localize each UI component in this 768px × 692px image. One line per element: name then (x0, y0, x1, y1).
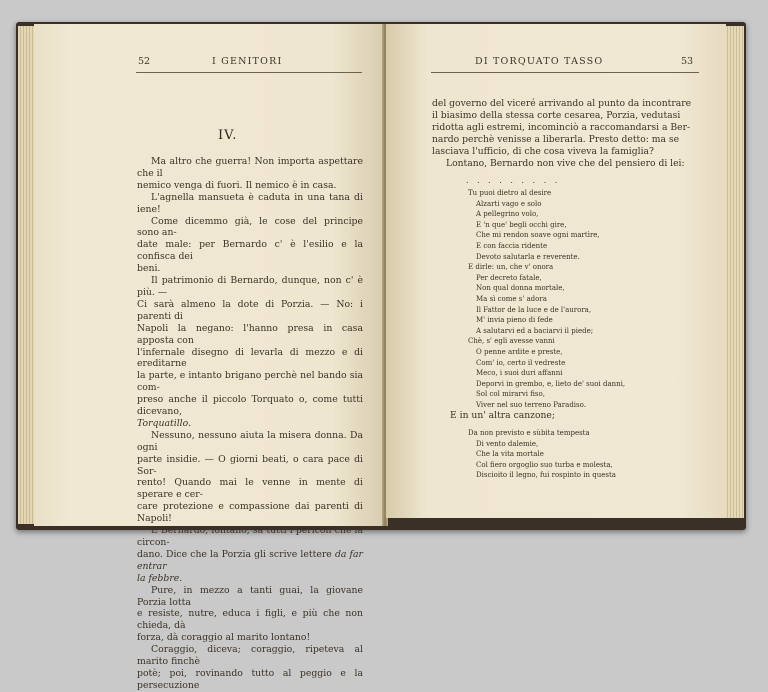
text-line: la febbre. (137, 572, 183, 584)
text-line: forza, dà coraggio al marito lontano! (137, 632, 311, 644)
text-line: la parte, e intanto brigano perchè nel bando sia com- (137, 370, 363, 394)
text-line: Pure, in mezzo a tanti guai, la giovane Porzia lotta (137, 584, 363, 608)
verse-line: O penne ardite e preste, (476, 347, 563, 356)
verse-line: Che mi rendon soave ogni martìre, (476, 231, 600, 240)
text-line: care protezione e compassione dai parenti di Napoli! (137, 501, 363, 525)
italic-segment: da far entrar (137, 548, 363, 572)
left-body-text (137, 156, 363, 692)
text-line: Torquatillo. (137, 417, 192, 429)
text-line: Lontano, Bernardo non vive che del pensiero di lei: (446, 157, 685, 169)
text-line: Ma altro che guerra! Non importa aspettare che il (137, 156, 363, 179)
verse-line: Per decreto fatale, (476, 273, 542, 282)
verse-line: Che la vita mortale (476, 450, 544, 459)
right-header-rule (431, 72, 699, 73)
text-line: parte insidie. — O giorni beati, o cara pace di Sor- (137, 453, 363, 477)
text-line: Il patrimonio di Bernardo, dunque, non c' è più. — (137, 275, 363, 298)
text-line: del governo del viceré arrivando al punto da incontrare (432, 98, 692, 109)
verse-line: Devoto salutarla e reverente. (476, 252, 580, 261)
verse-line: Discioito il legno, fui rospinto in questa (476, 471, 616, 480)
verse-line: M' invia pieno di fede (476, 316, 553, 325)
text-line: nardo perchè venisse a liberarla. Presto detto: ma se (432, 133, 680, 145)
text-line: rento! Quando mai le venne in mente di sperare e cer- (137, 477, 363, 501)
text-line: beni. (137, 263, 161, 275)
text-line: Coraggio, diceva; coraggio, ripeteva al marito finchè (137, 644, 363, 668)
text-line: il biasimo della stessa corte cesarea, Porzia, vedutasi (432, 109, 681, 121)
verse-line: Deporvi in grembo, e, lieto de' suoi danni, (476, 379, 626, 388)
verse-line: E dirle: un, che v' onora (468, 263, 554, 272)
verse-line: Non qual donna mortale, (476, 284, 565, 293)
chapter-heading: IV. (218, 128, 238, 143)
text-line: potè; poi, rovinando tutto al peggio e la persecuzione (137, 667, 363, 691)
verse-line: Alzarti vago e solo (476, 199, 542, 208)
poem-stanza-2 (468, 428, 616, 481)
text-segment: dano. Dice che la Porzia gli scrive lettere (137, 548, 332, 560)
text-line-mixed (137, 549, 363, 573)
verse-line: Da non previsto e sùbita tempesta (468, 429, 590, 437)
right-body-text (432, 98, 700, 169)
text-line: Nessuno, nessuno aiuta la misera donna. Da ogni (137, 429, 363, 453)
text-line: Ci sarà almeno la dote di Porzia. — No: i parenti di (137, 298, 363, 322)
transition-line (450, 410, 690, 422)
text-line: preso anche il piccolo Torquato o, come tutti dicevano, (137, 394, 363, 418)
text-line: date male: per Bernardo c' è l'esilio e la confisca dei (137, 239, 363, 263)
left-header-rule (136, 72, 362, 73)
verse-line: A pellegrino volo, (476, 210, 539, 219)
verse-line: Di vento dalemie, (476, 439, 539, 448)
text-line: E Bernardo, lontano, sa tutti i pericoli che la circon- (137, 525, 363, 548)
left-running-head: I GENITORI (212, 56, 283, 67)
text-line: Napoli la negano: l'hanno presa in casa apposta con (137, 322, 363, 346)
ellipsis-line: . . . . . . . . . (466, 176, 561, 185)
text-line: L'agnella mansueta è caduta in una tana di iene! (137, 191, 363, 215)
text-line: E in un' altra canzone; (450, 410, 555, 421)
verse-line: Sol col mirarvi fiso, (476, 390, 545, 399)
right-running-head: DI TORQUATO TASSO (475, 56, 604, 67)
verse-line: Chè, s' egli avesse vanni (468, 337, 555, 346)
verse-line: Viver nel suo terreno Paradiso. (476, 400, 586, 409)
text-line: ridotta agli estremi, incominciò a raccomandarsi a Ber- (432, 121, 691, 133)
text-line: e resiste, nutre, educa i figli, e più che non chieda, dà (137, 608, 363, 632)
verse-line: Com' io, certo il vedreste (476, 358, 566, 367)
verse-line: Il Fattor de la luce e de l'aurora, (476, 305, 592, 314)
right-page-number: 53 (681, 56, 694, 67)
text-line: l'infernale disegno di levarla di mezzo e di ereditarne (137, 346, 363, 370)
verse-line: A salutarvi ed a baciarvi il piede; (476, 326, 594, 335)
verse-line: Meco, i suoi duri affanni (476, 369, 563, 378)
verse-line: Ma sì come s' adora (476, 294, 547, 303)
text-line: Come dicemmo già, le cose del principe sono an- (137, 215, 363, 239)
verse-line: Tu puoi dietro al desire (468, 189, 552, 197)
left-page-number: 52 (138, 56, 151, 67)
poem-stanza-1 (468, 188, 625, 410)
verse-line: E 'n que' begli occhi gire, (476, 220, 567, 229)
verse-line: Col fiero orgoglio suo turba e molesta, (476, 460, 613, 469)
text-line: lasciava l'ufficio, di che cosa viveva la famiglia? (432, 145, 654, 157)
text-line: nemico venga di fuori. Il nemico è in casa. (137, 179, 337, 191)
verse-line: E con faccia ridente (476, 241, 548, 250)
